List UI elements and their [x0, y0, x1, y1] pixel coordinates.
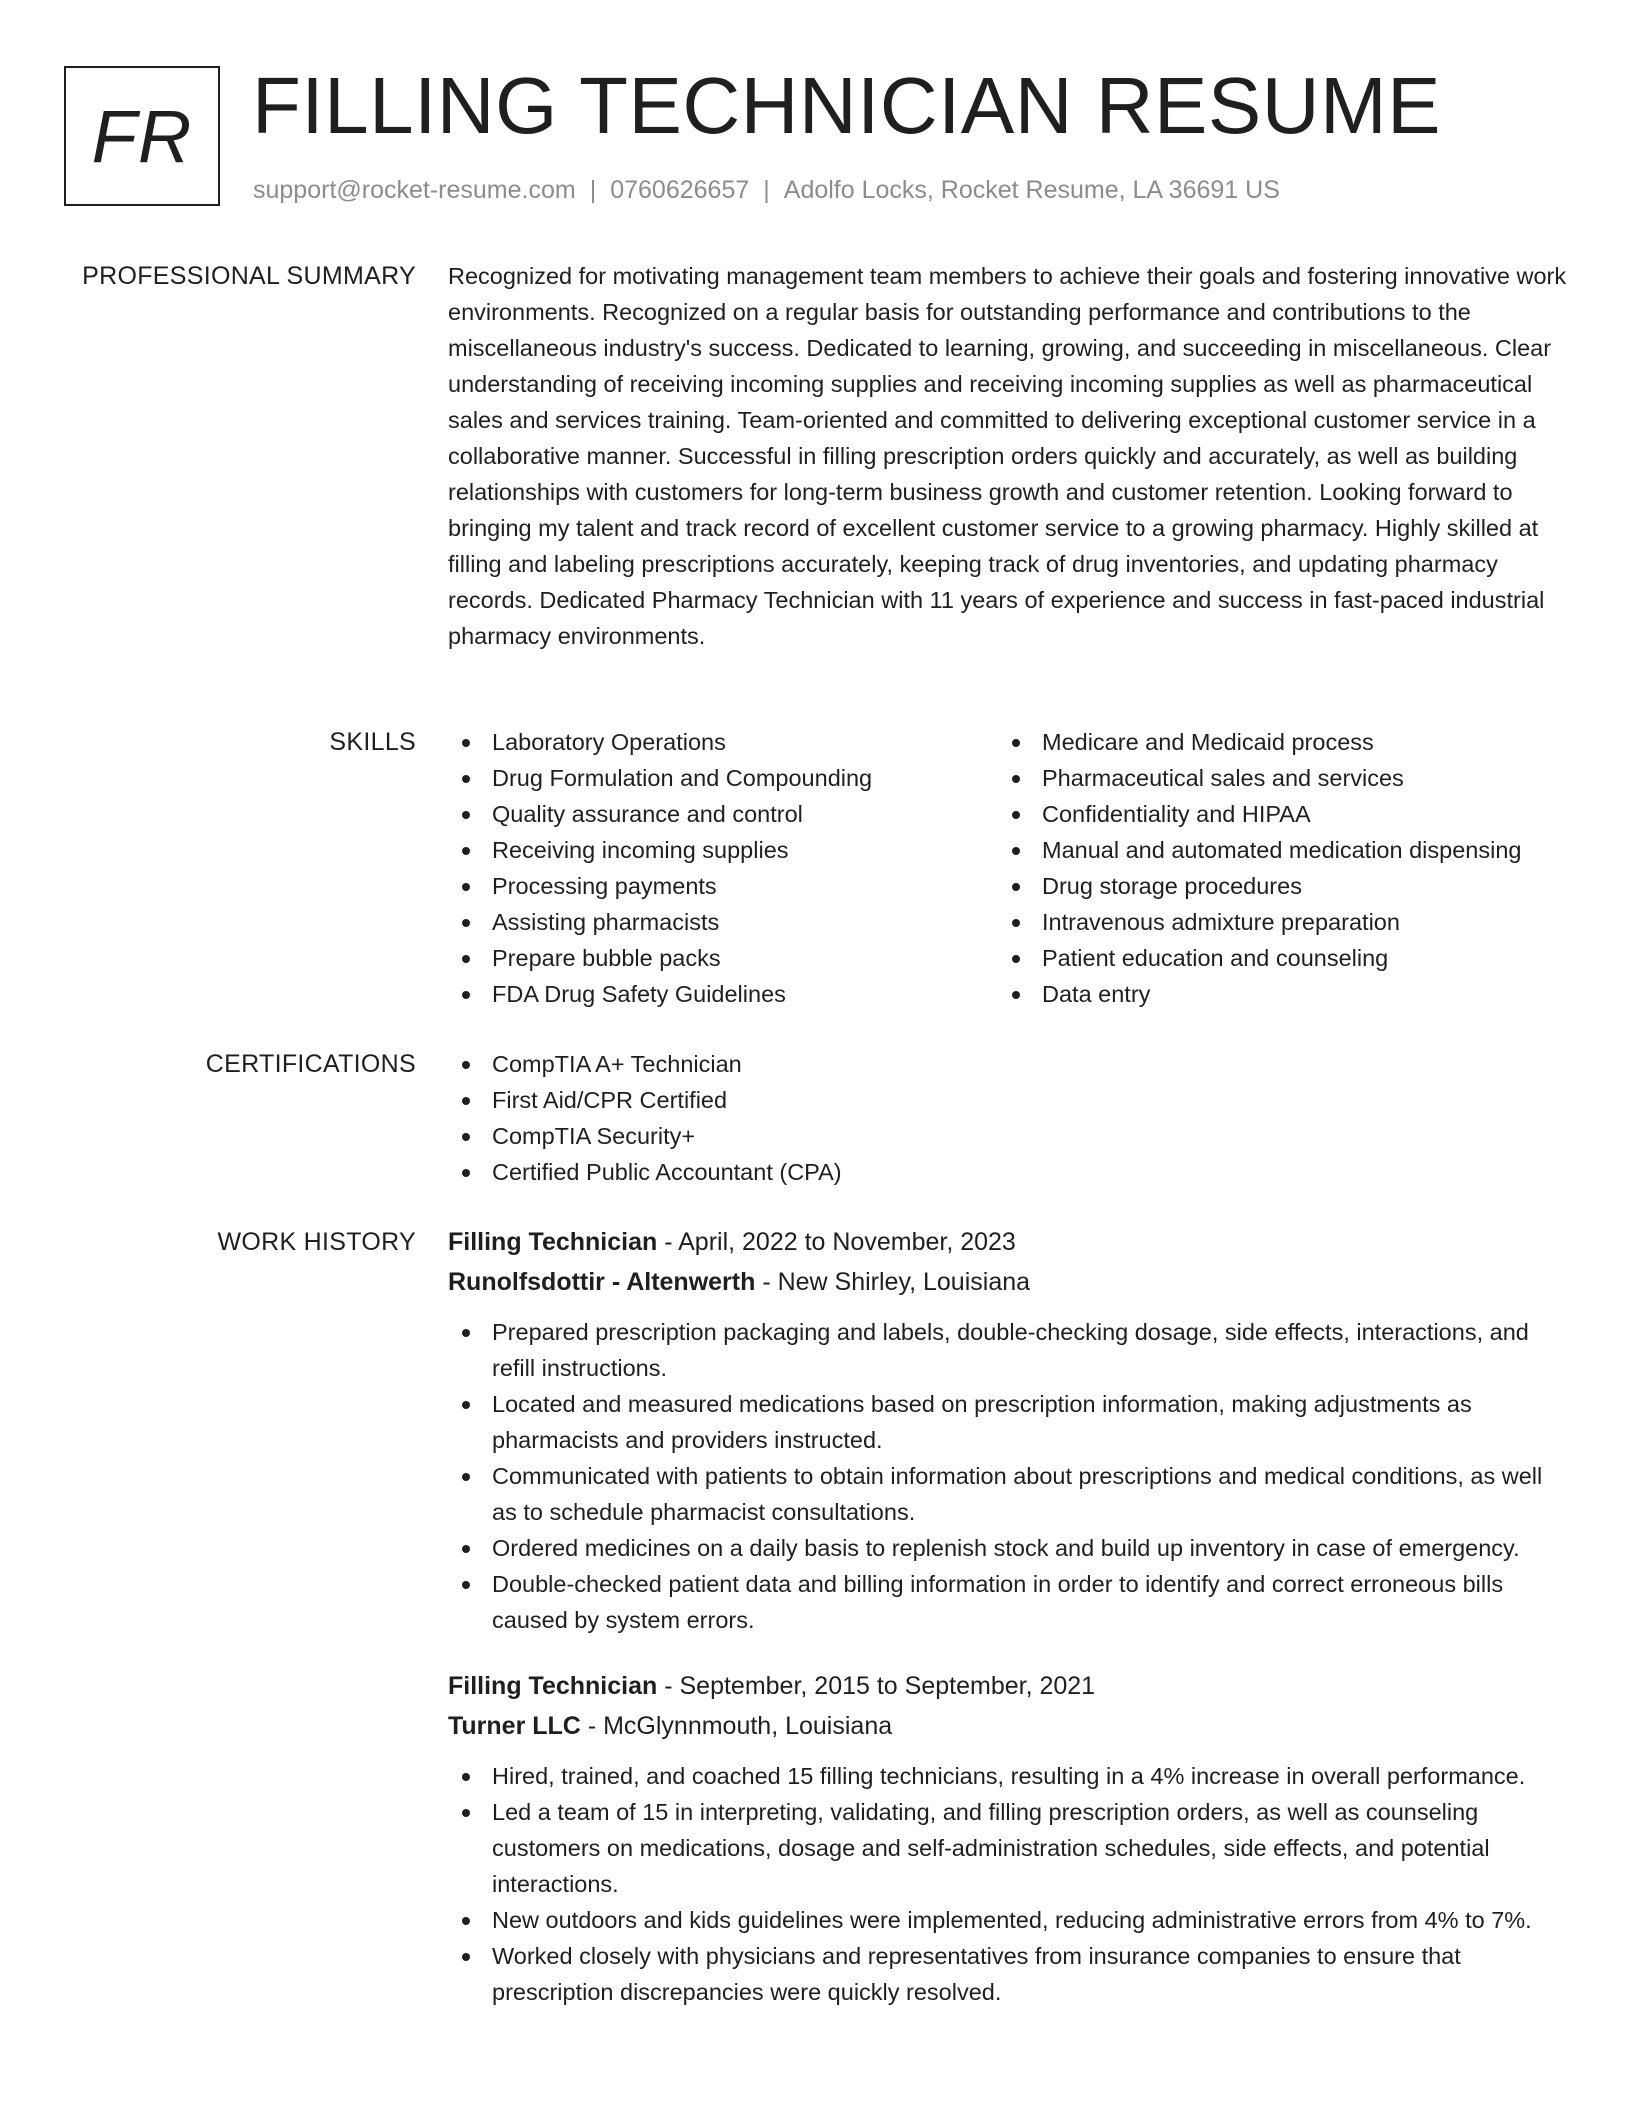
job-entry [448, 1222, 1568, 1638]
summary-body [448, 258, 1568, 654]
certifications-body [448, 1046, 1568, 1190]
summary-heading: PROFESSIONAL SUMMARY [82, 262, 416, 290]
job-duty-item: Communicated with patients to obtain information about prescriptions and medical conditions, as well as to schedule pharmacist consultations. [448, 1458, 1568, 1530]
skill-item: FDA Drug Safety Guidelines [448, 976, 998, 1012]
certification-item: Certified Public Accountant (CPA) [448, 1154, 1568, 1190]
job-duty-item: Prepared prescription packaging and labels, double-checking dosage, side effects, interactions, and refill instructions. [448, 1314, 1568, 1386]
contact-email: support@rocket-resume.com [253, 176, 576, 204]
contact-separator: | [589, 176, 597, 204]
job-title-line [448, 1222, 1568, 1262]
job-company: Turner LLC [448, 1712, 581, 1740]
job-duties-list [448, 1758, 1568, 2010]
skill-item: Patient education and counseling [998, 940, 1548, 976]
skill-item: Laboratory Operations [448, 724, 998, 760]
skill-item: Quality assurance and control [448, 796, 998, 832]
job-title: Filling Technician [448, 1228, 658, 1256]
certifications-list [448, 1046, 1568, 1190]
skills-list-left [448, 724, 998, 1012]
job-duty-item: Double-checked patient data and billing information in order to identify and correct erroneous bills caused by system errors. [448, 1566, 1568, 1638]
job-duty-item: Hired, trained, and coached 15 filling technicians, resulting in a 4% increase in overall performance. [448, 1758, 1568, 1794]
skill-item: Pharmaceutical sales and services [998, 760, 1548, 796]
job-duty-item: New outdoors and kids guidelines were implemented, reducing administrative errors from 4% to 7%. [448, 1902, 1568, 1938]
skills-columns [448, 724, 1568, 1012]
job-duty-item: Located and measured medications based on prescription information, making adjustments as pharmacists and providers instructed. [448, 1386, 1568, 1458]
monogram-box [64, 66, 220, 206]
skill-item: Drug storage procedures [998, 868, 1548, 904]
contact-phone: 0760626657 [610, 176, 750, 204]
job-duty-item: Ordered medicines on a daily basis to replenish stock and build up inventory in case of emergency. [448, 1530, 1568, 1566]
skill-item: Data entry [998, 976, 1548, 1012]
job-location: - New Shirley, Louisiana [755, 1268, 1031, 1296]
job-company-line [448, 1706, 1568, 1746]
job-duties-list [448, 1314, 1568, 1638]
resume-title: FILLING TECHNICIAN RESUME [252, 61, 1441, 150]
skill-item: Drug Formulation and Compounding [448, 760, 998, 796]
skill-item: Intravenous admixture preparation [998, 904, 1548, 940]
job-title-line [448, 1666, 1568, 1706]
work-history-heading: WORK HISTORY [217, 1228, 416, 1256]
work-history-body [448, 1222, 1568, 2038]
skill-item: Medicare and Medicaid process [998, 724, 1548, 760]
certification-item: CompTIA Security+ [448, 1118, 1568, 1154]
summary-text: Recognized for motivating management team members to achieve their goals and fostering innovative work environments. Recognized on a regular basis for outstanding performance and contributions to the miscellaneous industry's success. Dedicated to learning, growing, and succeeding in miscellaneous. Clear understanding of receiving incoming supplies and receiving incoming supplies as well as pharmaceutical sales and services training. Team-oriented and committed to delivering exceptional customer service in a collaborative manner. Successful in filling prescription orders quickly and accurately, as well as building relationships with customers for long-term business growth and customer retention. Looking forward to bringing my talent and track record of excellent customer service to a growing pharmacy. Highly skilled at filling and labeling prescriptions accurately, keeping track of drug inventories, and updating pharmacy records. Dedicated Pharmacy Technician with 11 years of experience and success in fast-paced industrial pharmacy environments. [448, 263, 1567, 649]
resume-header [64, 61, 1564, 212]
skill-item: Confidentiality and HIPAA [998, 796, 1548, 832]
job-title: Filling Technician [448, 1672, 658, 1700]
job-company: Runolfsdottir - Altenwerth [448, 1268, 756, 1296]
skill-item: Assisting pharmacists [448, 904, 998, 940]
certifications-heading: CERTIFICATIONS [205, 1050, 416, 1078]
skill-item: Prepare bubble packs [448, 940, 998, 976]
certification-item: First Aid/CPR Certified [448, 1082, 1568, 1118]
skill-item: Receiving incoming supplies [448, 832, 998, 868]
monogram-initials: FR [91, 94, 193, 178]
skill-item: Manual and automated medication dispensing [998, 832, 1548, 868]
skills-list-right [998, 724, 1548, 1012]
job-dates: - April, 2022 to November, 2023 [657, 1228, 1016, 1256]
contact-separator: | [763, 176, 770, 204]
contact-address: Adolfo Locks, Rocket Resume, LA 36691 US [783, 176, 1280, 204]
job-company-line [448, 1262, 1568, 1302]
job-duty-item: Led a team of 15 in interpreting, validating, and filling prescription orders, as well as counseling customers on medications, dosage and self-administration schedules, side effects, and potential interactions. [448, 1794, 1568, 1902]
certification-item: CompTIA A+ Technician [448, 1046, 1568, 1082]
job-dates: - September, 2015 to September, 2021 [657, 1672, 1096, 1700]
skill-item: Processing payments [448, 868, 998, 904]
job-location: - McGlynnmouth, Louisiana [580, 1712, 893, 1740]
job-duty-item: Worked closely with physicians and representatives from insurance companies to ensure that prescription discrepancies were quickly resolved. [448, 1938, 1568, 2010]
skills-heading: SKILLS [329, 728, 416, 756]
job-entry [448, 1666, 1568, 2010]
contact-line [253, 176, 1280, 205]
